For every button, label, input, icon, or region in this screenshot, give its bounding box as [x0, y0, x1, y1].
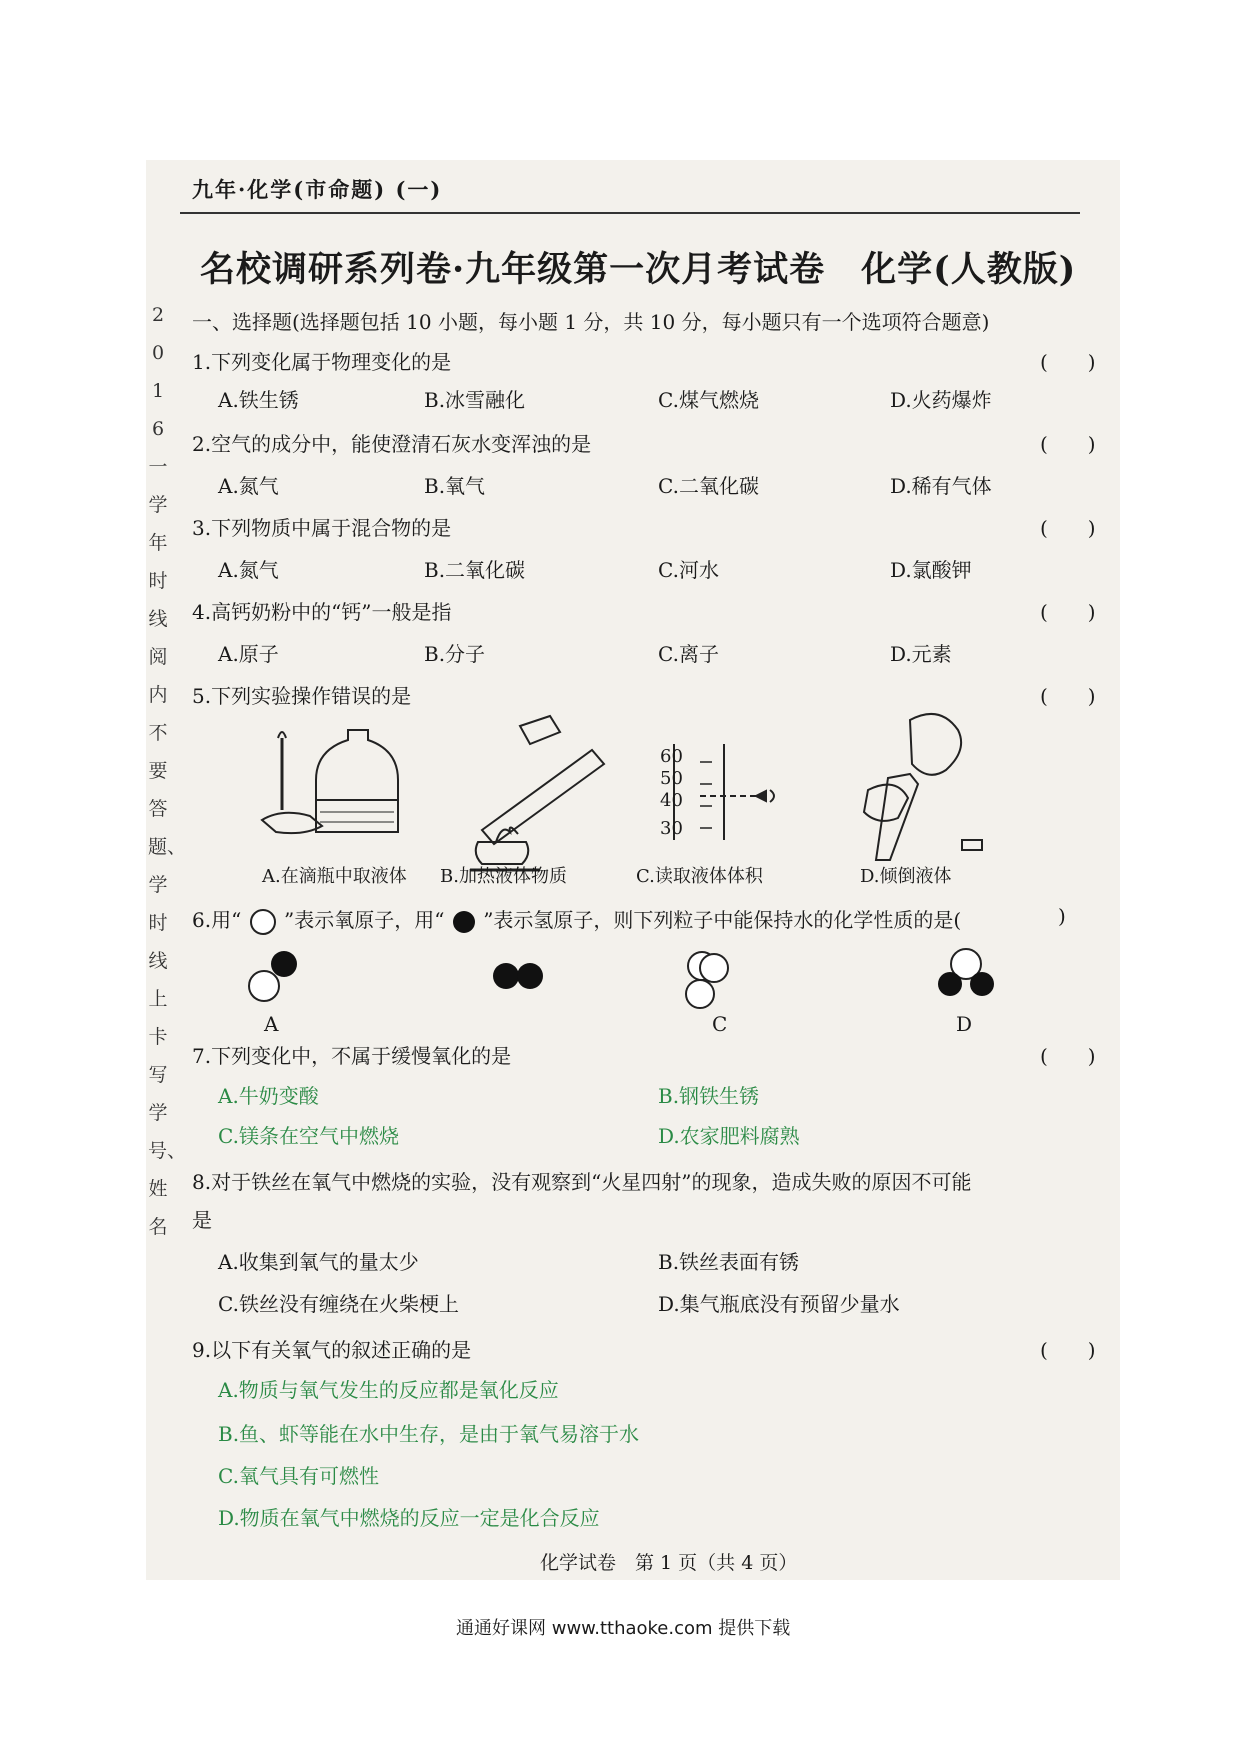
option: A.氮气	[218, 474, 279, 498]
option: A.氮气	[218, 558, 279, 582]
question-2-stem: 2.空气的成分中，能使澄清石灰水变浑浊的是	[192, 432, 592, 456]
q5-caption: A.在滴瓶中取液体	[262, 866, 407, 887]
option: C.铁丝没有缠绕在火柴梗上	[218, 1292, 459, 1316]
option: D.稀有气体	[890, 474, 992, 498]
option: A.原子	[218, 642, 279, 666]
option: C.河水	[658, 558, 719, 582]
answer-paren: ( )	[1040, 600, 1096, 624]
scale-label: 30	[660, 818, 683, 839]
option: D	[956, 1012, 973, 1036]
question-9-stem: 9.以下有关氧气的叙述正确的是	[192, 1338, 472, 1362]
side-binding-text: 2016一学年时线阅内不要答题、学时线上卡写学号、姓名	[148, 304, 187, 1238]
scale-label: 40	[660, 790, 683, 811]
option: A.牛奶变酸	[218, 1084, 319, 1108]
option: B.铁丝表面有锈	[658, 1250, 800, 1274]
question-3-stem: 3.下列物质中属于混合物的是	[192, 516, 452, 540]
question-1-stem: 1.下列变化属于物理变化的是	[192, 350, 452, 374]
option: C.镁条在空气中燃烧	[218, 1124, 399, 1148]
answer-paren-close: )	[1058, 904, 1066, 928]
download-credit: 通通好课网 www.tthaoke.com 提供下载	[456, 1618, 791, 1639]
answer-paren: ( )	[1040, 1338, 1096, 1362]
option: D.火药爆炸	[890, 388, 992, 412]
molecule-c	[686, 952, 728, 1008]
question-5-stem: 5.下列实验操作错误的是	[192, 684, 412, 708]
option: D.集气瓶底没有预留少量水	[658, 1292, 900, 1316]
question-7-stem: 7.下列变化中，不属于缓慢氧化的是	[192, 1044, 512, 1068]
molecule-a	[249, 951, 297, 1001]
molecule-d	[938, 949, 994, 996]
question-8-stem: 8.对于铁丝在氧气中燃烧的实验，没有观察到“火星四射”的现象，造成失败的原因不可能	[192, 1170, 972, 1194]
option: A	[264, 1012, 279, 1036]
q5-caption: C.读取液体体积	[636, 866, 763, 887]
option: A.铁生锈	[218, 388, 299, 412]
option: B.二氧化碳	[424, 558, 526, 582]
option: D.农家肥料腐熟	[658, 1124, 800, 1148]
answer-paren: ( )	[1040, 684, 1096, 708]
option: C.煤气燃烧	[658, 388, 759, 412]
option: B.分子	[424, 642, 486, 666]
q6-stem-part1: 6.用“	[192, 908, 242, 932]
option: A.物质与氧气发生的反应都是氧化反应	[218, 1378, 559, 1402]
header-label: 九年·化学(市命题) (一)	[192, 177, 443, 202]
option: C.氧气具有可燃性	[218, 1464, 379, 1488]
answer-paren: ( )	[1040, 432, 1096, 456]
option: A.收集到氧气的量太少	[218, 1250, 419, 1274]
option: B.冰雪融化	[424, 388, 526, 412]
option: C.离子	[658, 642, 719, 666]
answer-paren: ( )	[1040, 516, 1096, 540]
scale-label: 50	[660, 768, 683, 789]
page-title: 名校调研系列卷·九年级第一次月考试卷 化学(人教版)	[200, 249, 1077, 290]
section-heading: 一、选择题(选择题包括 10 小题，每小题 1 分，共 10 分，每小题只有一个选项符合题意)	[192, 310, 990, 334]
option: C.二氧化碳	[658, 474, 759, 498]
q5-caption: B.加热液体物质	[440, 866, 567, 887]
page-footer: 化学试卷 第 1 页（共 4 页）	[540, 1552, 798, 1574]
q6-stem-part3: ”表示氢原子，则下列粒子中能保持水的化学性质的是(	[483, 908, 962, 932]
option: B.氧气	[424, 474, 486, 498]
option: D.物质在氧气中燃烧的反应一定是化合反应	[218, 1506, 600, 1530]
answer-paren: ( )	[1040, 350, 1096, 374]
question-4-stem: 4.高钙奶粉中的“钙”一般是指	[192, 600, 452, 624]
option: B.鱼、虾等能在水中生存，是由于氧气易溶于水	[218, 1422, 640, 1446]
option: C	[712, 1012, 728, 1036]
option: D.元素	[890, 642, 952, 666]
option: D.氯酸钾	[890, 558, 972, 582]
molecule-b	[493, 963, 543, 989]
option: B.钢铁生锈	[658, 1084, 760, 1108]
question-8-stem-cont: 是	[192, 1208, 212, 1232]
q5-caption: D.倾倒液体	[860, 866, 952, 887]
scale-label: 60	[660, 746, 683, 767]
answer-paren: ( )	[1040, 1044, 1096, 1068]
q6-stem-part2: ”表示氧原子，用“	[284, 908, 445, 932]
